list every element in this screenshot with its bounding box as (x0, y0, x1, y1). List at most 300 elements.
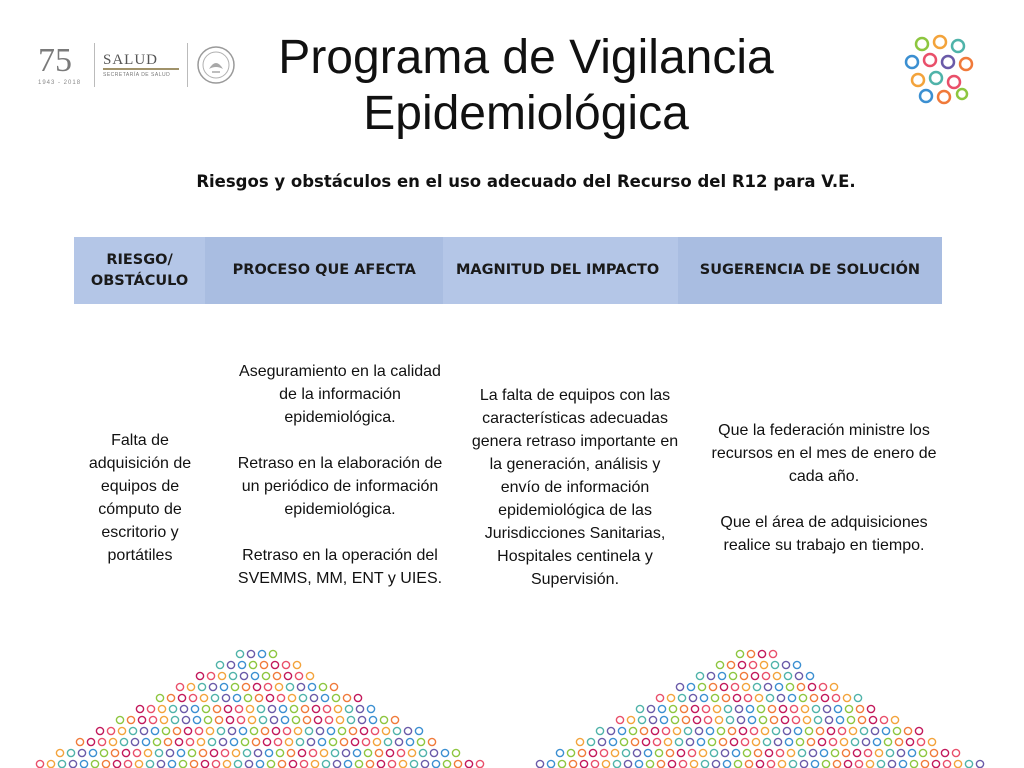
decorative-ring (766, 694, 773, 701)
decorative-ring (175, 738, 182, 745)
decorative-ring (731, 683, 738, 690)
decorative-ring (388, 760, 395, 767)
decorative-ring (269, 650, 276, 657)
decorative-ring (684, 727, 691, 734)
decorative-ring (354, 694, 361, 701)
decorative-ring (689, 694, 696, 701)
decorative-ring (740, 672, 747, 679)
decorative-ring (186, 738, 193, 745)
decorative-ring (754, 749, 761, 756)
decorative-ring (147, 705, 154, 712)
decorative-ring (89, 749, 96, 756)
decorative-ring (867, 705, 874, 712)
decorative-ring (303, 716, 310, 723)
header-riesgo: RIESGO/ OBSTÁCULO (74, 237, 205, 304)
decorative-ring (421, 760, 428, 767)
decorative-dots-right (520, 648, 1000, 768)
decorative-ring (800, 760, 807, 767)
decorative-ring (284, 672, 291, 679)
decorative-ring (823, 705, 830, 712)
decorative-ring (182, 716, 189, 723)
decorative-ring (273, 672, 280, 679)
decorative-ring (220, 683, 227, 690)
decorative-ring (716, 661, 723, 668)
decorative-ring (633, 749, 640, 756)
decorative-ring (786, 683, 793, 690)
decorative-ring (283, 727, 290, 734)
decorative-ring (113, 760, 120, 767)
decorative-ring (260, 661, 267, 668)
magnitud-text: La falta de equipos con las características adecuadas genera retraso importante en la generación, análisis y envío de información epidemiológica de las Jurisdicciones Sanitarias, Hospitales centinela y Supervisión. (471, 387, 679, 588)
decorative-ring (921, 760, 928, 767)
decorative-ring (452, 749, 459, 756)
decorative-ring (834, 705, 841, 712)
decorative-ring (327, 727, 334, 734)
decorative-ring (244, 694, 251, 701)
decorative-ring (899, 760, 906, 767)
decorative-ring (718, 672, 725, 679)
decorative-ring (415, 727, 422, 734)
decorative-ring (864, 749, 871, 756)
decorative-ring (830, 683, 837, 690)
decorative-ring (329, 738, 336, 745)
decorative-ring (190, 760, 197, 767)
decorative-ring (142, 738, 149, 745)
decorative-ring (217, 727, 224, 734)
decorative-ring (340, 738, 347, 745)
decorative-ring (856, 705, 863, 712)
decorative-ring (699, 749, 706, 756)
decorative-ring (195, 727, 202, 734)
decorative-ring (768, 705, 775, 712)
decorative-ring (180, 705, 187, 712)
decorative-ring (819, 683, 826, 690)
decorative-ring (777, 694, 784, 701)
decorative-ring (875, 749, 882, 756)
decorative-ring (707, 672, 714, 679)
decorative-ring (232, 749, 239, 756)
decorative-ring (216, 661, 223, 668)
proceso-item: Aseguramiento en la calidad de la información epidemiológica. (239, 363, 441, 426)
decorative-ring (408, 749, 415, 756)
decorative-ring (177, 749, 184, 756)
decorative-ring (320, 749, 327, 756)
decorative-ring (289, 760, 296, 767)
decorative-ring (644, 749, 651, 756)
decorative-ring (790, 705, 797, 712)
decorative-ring (596, 727, 603, 734)
decorative-ring (799, 694, 806, 701)
decorative-ring (976, 760, 983, 767)
table-header (74, 237, 942, 304)
decorative-ring (330, 683, 337, 690)
decorative-ring (261, 727, 268, 734)
decorative-ring (733, 694, 740, 701)
decorative-ring (395, 738, 402, 745)
decorative-ring (176, 683, 183, 690)
decorative-ring (756, 760, 763, 767)
decorative-ring (254, 749, 261, 756)
decorative-ring (793, 661, 800, 668)
decorative-ring (298, 749, 305, 756)
decorative-ring (897, 749, 904, 756)
decorative-ring (271, 661, 278, 668)
decorative-ring (300, 760, 307, 767)
decorative-ring (794, 727, 801, 734)
decorative-ring (952, 749, 959, 756)
decorative-ring (750, 727, 757, 734)
decorative-ring (781, 716, 788, 723)
decorative-ring (292, 716, 299, 723)
decorative-ring (295, 672, 302, 679)
decorative-ring (796, 738, 803, 745)
decorative-ring (306, 672, 313, 679)
subtitle: Riesgos y obstáculos en el uso adecuado del Recurso del R12 para V.E. (196, 172, 856, 191)
decorative-ring (609, 738, 616, 745)
decorative-ring (844, 760, 851, 767)
decorative-ring (275, 683, 282, 690)
decorative-ring (334, 705, 341, 712)
decorative-ring (169, 705, 176, 712)
decorative-ring (386, 749, 393, 756)
decorative-ring (311, 760, 318, 767)
decorative-ring (238, 661, 245, 668)
decorative-ring (285, 738, 292, 745)
decorative-ring (189, 694, 196, 701)
title-line-1: Programa de Vigilancia (278, 31, 774, 84)
decorative-ring (287, 749, 294, 756)
decorative-ring (764, 683, 771, 690)
decorative-ring (228, 727, 235, 734)
decorative-ring (769, 650, 776, 657)
decorative-ring (697, 738, 704, 745)
decorative-ring (382, 727, 389, 734)
decorative-ring (758, 650, 765, 657)
decorative-ring (351, 738, 358, 745)
decorative-ring (276, 749, 283, 756)
decorative-ring (153, 738, 160, 745)
decorative-ring (196, 672, 203, 679)
decorative-ring (696, 672, 703, 679)
cell-proceso (230, 360, 450, 590)
rings-logo-icon (902, 34, 978, 106)
decorative-ring (618, 727, 625, 734)
decorative-ring (229, 672, 236, 679)
decorative-ring (231, 683, 238, 690)
decorative-ring (866, 760, 873, 767)
decorative-ring (310, 694, 317, 701)
decorative-ring (567, 749, 574, 756)
decorative-ring (616, 716, 623, 723)
decorative-ring (723, 760, 730, 767)
decorative-ring (122, 749, 129, 756)
decorative-ring (827, 727, 834, 734)
decorative-ring (687, 683, 694, 690)
decorative-ring (706, 727, 713, 734)
decorative-ring (157, 760, 164, 767)
decorative-ring (622, 749, 629, 756)
decorative-ring (779, 705, 786, 712)
decorative-ring (748, 716, 755, 723)
cell-riesgo (74, 429, 206, 567)
decorative-ring (917, 738, 924, 745)
decorative-ring (323, 705, 330, 712)
decorative-ring (655, 749, 662, 756)
decorative-ring (100, 749, 107, 756)
decorative-ring (717, 727, 724, 734)
decorative-ring (735, 705, 742, 712)
decorative-ring (213, 705, 220, 712)
decorative-ring (305, 727, 312, 734)
decorative-ring (849, 727, 856, 734)
decorative-ring (704, 716, 711, 723)
decorative-ring (679, 760, 686, 767)
decorative-ring (293, 661, 300, 668)
decorative-ring (932, 760, 939, 767)
decorative-ring (294, 727, 301, 734)
decorative-ring (245, 760, 252, 767)
decorative-ring (825, 716, 832, 723)
decorative-ring (281, 716, 288, 723)
decorative-ring (158, 705, 165, 712)
decorative-ring (224, 705, 231, 712)
decorative-ring (267, 760, 274, 767)
decorative-ring (171, 716, 178, 723)
decorative-ring (708, 738, 715, 745)
decorative-ring (367, 705, 374, 712)
decorative-ring (965, 760, 972, 767)
decorative-ring (419, 749, 426, 756)
decorative-ring (252, 738, 259, 745)
decorative-ring (882, 727, 889, 734)
decorative-ring (96, 727, 103, 734)
decorative-ring (226, 716, 233, 723)
decorative-ring (207, 672, 214, 679)
decorative-ring (257, 705, 264, 712)
decorative-ring (87, 738, 94, 745)
solucion-item: Que el área de adquisiciones realice su trabajo en tiempo. (720, 514, 928, 554)
cell-solucion (708, 419, 940, 557)
decorative-ring (624, 760, 631, 767)
decorative-ring (763, 738, 770, 745)
decorative-ring (620, 738, 627, 745)
decorative-ring (556, 749, 563, 756)
decorative-ring (98, 738, 105, 745)
decorative-ring (690, 760, 697, 767)
decorative-ring (691, 705, 698, 712)
decorative-ring (812, 705, 819, 712)
decorative-ring (536, 760, 543, 767)
decorative-ring (833, 760, 840, 767)
decorative-ring (820, 749, 827, 756)
decorative-ring (204, 716, 211, 723)
decorative-ring (904, 727, 911, 734)
decorative-ring (775, 683, 782, 690)
decorative-ring (202, 705, 209, 712)
decorative-ring (664, 738, 671, 745)
decorative-ring (296, 738, 303, 745)
decorative-ring (744, 694, 751, 701)
decorative-ring (808, 683, 815, 690)
decorative-ring (265, 749, 272, 756)
decorative-ring (208, 738, 215, 745)
decorative-ring (227, 661, 234, 668)
decorative-ring (732, 749, 739, 756)
decorative-ring (710, 749, 717, 756)
decorative-ring (729, 672, 736, 679)
decorative-ring (131, 738, 138, 745)
decorative-ring (908, 749, 915, 756)
decorative-ring (660, 716, 667, 723)
decorative-ring (602, 760, 609, 767)
decorative-ring (290, 705, 297, 712)
decorative-ring (668, 760, 675, 767)
decorative-ring (356, 705, 363, 712)
decorative-ring (173, 727, 180, 734)
decorative-ring (184, 727, 191, 734)
decorative-ring (680, 705, 687, 712)
decorative-ring (366, 760, 373, 767)
decorative-ring (297, 683, 304, 690)
decorative-ring (906, 738, 913, 745)
decorative-ring (806, 672, 813, 679)
decorative-ring (658, 705, 665, 712)
decorative-ring (301, 705, 308, 712)
decorative-ring (278, 760, 285, 767)
decorative-ring (393, 727, 400, 734)
decorative-ring (547, 760, 554, 767)
decorative-ring (138, 716, 145, 723)
decorative-ring (847, 716, 854, 723)
decorative-ring (600, 749, 607, 756)
decorative-ring (734, 760, 741, 767)
decorative-ring (854, 694, 861, 701)
decorative-ring (417, 738, 424, 745)
decorative-ring (47, 760, 54, 767)
decorative-ring (954, 760, 961, 767)
decorative-ring (755, 694, 762, 701)
decorative-ring (76, 738, 83, 745)
decorative-ring (230, 738, 237, 745)
decorative-ring (223, 760, 230, 767)
decorative-ring (860, 727, 867, 734)
decorative-ring (842, 749, 849, 756)
cell-magnitud (470, 384, 680, 591)
decorative-ring (871, 727, 878, 734)
salud-subtitle: SECRETARÍA DE SALUD (103, 72, 171, 79)
decorative-ring (299, 694, 306, 701)
decorative-ring (666, 749, 673, 756)
decorative-ring (845, 705, 852, 712)
decorative-ring (686, 738, 693, 745)
decorative-ring (722, 694, 729, 701)
decorative-ring (116, 716, 123, 723)
decorative-ring (250, 727, 257, 734)
decorative-ring (201, 760, 208, 767)
decorative-ring (336, 716, 343, 723)
decorative-ring (221, 749, 228, 756)
decorative-ring (807, 738, 814, 745)
decorative-ring (360, 727, 367, 734)
decorative-ring (642, 738, 649, 745)
decorative-ring (651, 727, 658, 734)
decorative-ring (166, 749, 173, 756)
decorative-ring (649, 716, 656, 723)
decorative-ring (200, 694, 207, 701)
decorative-ring (558, 760, 565, 767)
decorative-ring (657, 760, 664, 767)
decorative-ring (598, 738, 605, 745)
decorative-ring (843, 694, 850, 701)
decorative-ring (736, 650, 743, 657)
decorative-ring (353, 749, 360, 756)
decorative-ring (727, 661, 734, 668)
title-line-2: Epidemiológica (363, 87, 689, 140)
decorative-ring (256, 760, 263, 767)
decorative-ring (371, 727, 378, 734)
decorative-ring (309, 749, 316, 756)
decorative-ring (893, 727, 900, 734)
decorative-ring (397, 749, 404, 756)
decorative-ring (814, 716, 821, 723)
header-solucion: SUGERENCIA DE SOLUCIÓN (678, 237, 942, 304)
decorative-ring (724, 705, 731, 712)
decorative-ring (206, 727, 213, 734)
decorative-ring (873, 738, 880, 745)
decorative-ring (441, 749, 448, 756)
decorative-ring (410, 760, 417, 767)
decorative-ring (249, 661, 256, 668)
decorative-ring (831, 749, 838, 756)
decorative-ring (671, 716, 678, 723)
decorative-ring (787, 749, 794, 756)
decorative-ring (700, 694, 707, 701)
decorative-ring (720, 683, 727, 690)
decorative-ring (135, 760, 142, 767)
decorative-ring (236, 650, 243, 657)
decorative-ring (773, 672, 780, 679)
decorative-ring (266, 694, 273, 701)
decorative-ring (102, 760, 109, 767)
decorative-ring (111, 749, 118, 756)
decorative-ring (760, 661, 767, 668)
decorative-ring (404, 727, 411, 734)
decorative-ring (241, 738, 248, 745)
decorative-ring (895, 738, 902, 745)
decorative-ring (338, 727, 345, 734)
decorative-ring (798, 749, 805, 756)
decorative-ring (325, 716, 332, 723)
page-title (0, 30, 1024, 142)
decorative-ring (342, 749, 349, 756)
decorative-ring (430, 749, 437, 756)
decorative-ring (862, 738, 869, 745)
decorative-ring (742, 683, 749, 690)
proceso-item: Retraso en la operación del SVEMMS, MM, ENT y UIES. (237, 547, 443, 587)
decorative-ring (836, 716, 843, 723)
decorative-ring (752, 738, 759, 745)
decorative-ring (829, 738, 836, 745)
decorative-ring (739, 727, 746, 734)
decorative-ring (124, 760, 131, 767)
decorative-ring (237, 716, 244, 723)
decorative-ring (613, 760, 620, 767)
decorative-ring (198, 683, 205, 690)
decorative-ring (136, 705, 143, 712)
decorative-ring (377, 760, 384, 767)
decorative-ring (399, 760, 406, 767)
decorative-ring (711, 694, 718, 701)
